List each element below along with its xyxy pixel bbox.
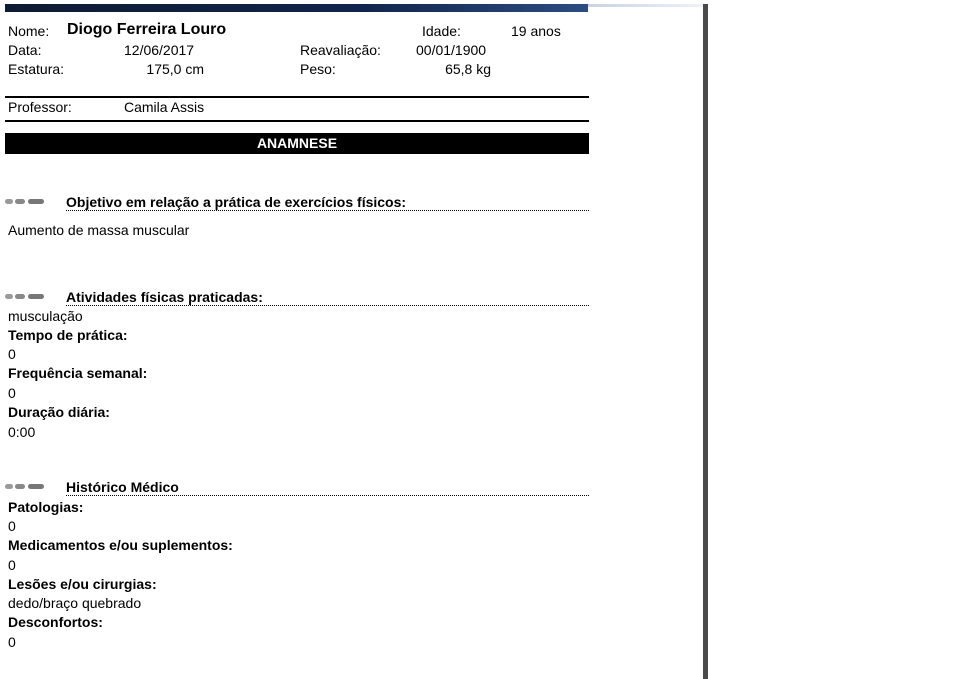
weight-value: 65,8 kg <box>445 61 491 77</box>
name-label: Nome: <box>8 23 50 39</box>
section-medical-title: Histórico Médico <box>66 479 179 495</box>
medications-value: 0 <box>8 557 16 573</box>
weight-label: Peso: <box>300 61 336 77</box>
weekly-frequency-value: 0 <box>8 385 16 401</box>
anamnese-banner <box>5 133 589 154</box>
objective-value: Aumento de massa muscular <box>8 222 190 238</box>
professor-label: Professor: <box>8 99 72 115</box>
professor-divider <box>5 120 589 122</box>
header-color-bar <box>5 4 588 12</box>
section-objective-header <box>5 194 589 211</box>
medications-label: Medicamentos e/ou suplementos: <box>8 537 233 553</box>
reeval-value: 00/01/1900 <box>416 42 487 58</box>
discomforts-label: Desconfortos: <box>8 614 103 630</box>
practice-time-label: Tempo de prática: <box>8 327 128 343</box>
page-edge-scrollbar[interactable] <box>703 4 708 679</box>
date-value: 12/06/2017 <box>124 42 195 58</box>
daily-duration-value: 0:00 <box>8 424 36 440</box>
injuries-value: dedo/braço quebrado <box>8 595 142 611</box>
header-divider <box>5 96 589 98</box>
anamnese-title: ANAMNESE <box>256 135 338 151</box>
section-objective-title: Objetivo em relação a prática de exercícios físicos: <box>66 194 407 210</box>
name-value: Diogo Ferreira Louro <box>67 21 227 38</box>
height-value: 175,0 cm <box>146 61 204 77</box>
date-label: Data: <box>8 42 42 58</box>
reeval-label: Reavaliação: <box>300 42 381 58</box>
header-bar-fade <box>588 4 703 7</box>
age-label: Idade: <box>422 23 461 39</box>
weekly-frequency-label: Frequência semanal: <box>8 365 148 381</box>
discomforts-value: 0 <box>8 634 16 650</box>
pathologies-label: Patologias: <box>8 499 84 515</box>
bullet-dots-icon <box>5 293 45 301</box>
injuries-label: Lesões e/ou cirurgias: <box>8 576 157 592</box>
section-medical-header <box>5 479 589 496</box>
daily-duration-label: Duração diária: <box>8 404 110 420</box>
pathologies-value: 0 <box>8 518 16 534</box>
section-activities-title: Atividades físicas praticadas: <box>66 289 263 305</box>
professor-value: Camila Assis <box>124 99 205 115</box>
section-activities-header <box>5 289 589 306</box>
dotted-underline <box>66 210 589 211</box>
bullet-dots-icon <box>5 198 45 206</box>
dotted-underline <box>66 495 589 496</box>
dotted-underline <box>66 305 589 306</box>
height-label: Estatura: <box>8 61 65 77</box>
bullet-dots-icon <box>5 483 45 491</box>
activities-value: musculação <box>8 308 83 324</box>
age-value: 19 anos <box>511 23 561 39</box>
practice-time-value: 0 <box>8 346 16 362</box>
